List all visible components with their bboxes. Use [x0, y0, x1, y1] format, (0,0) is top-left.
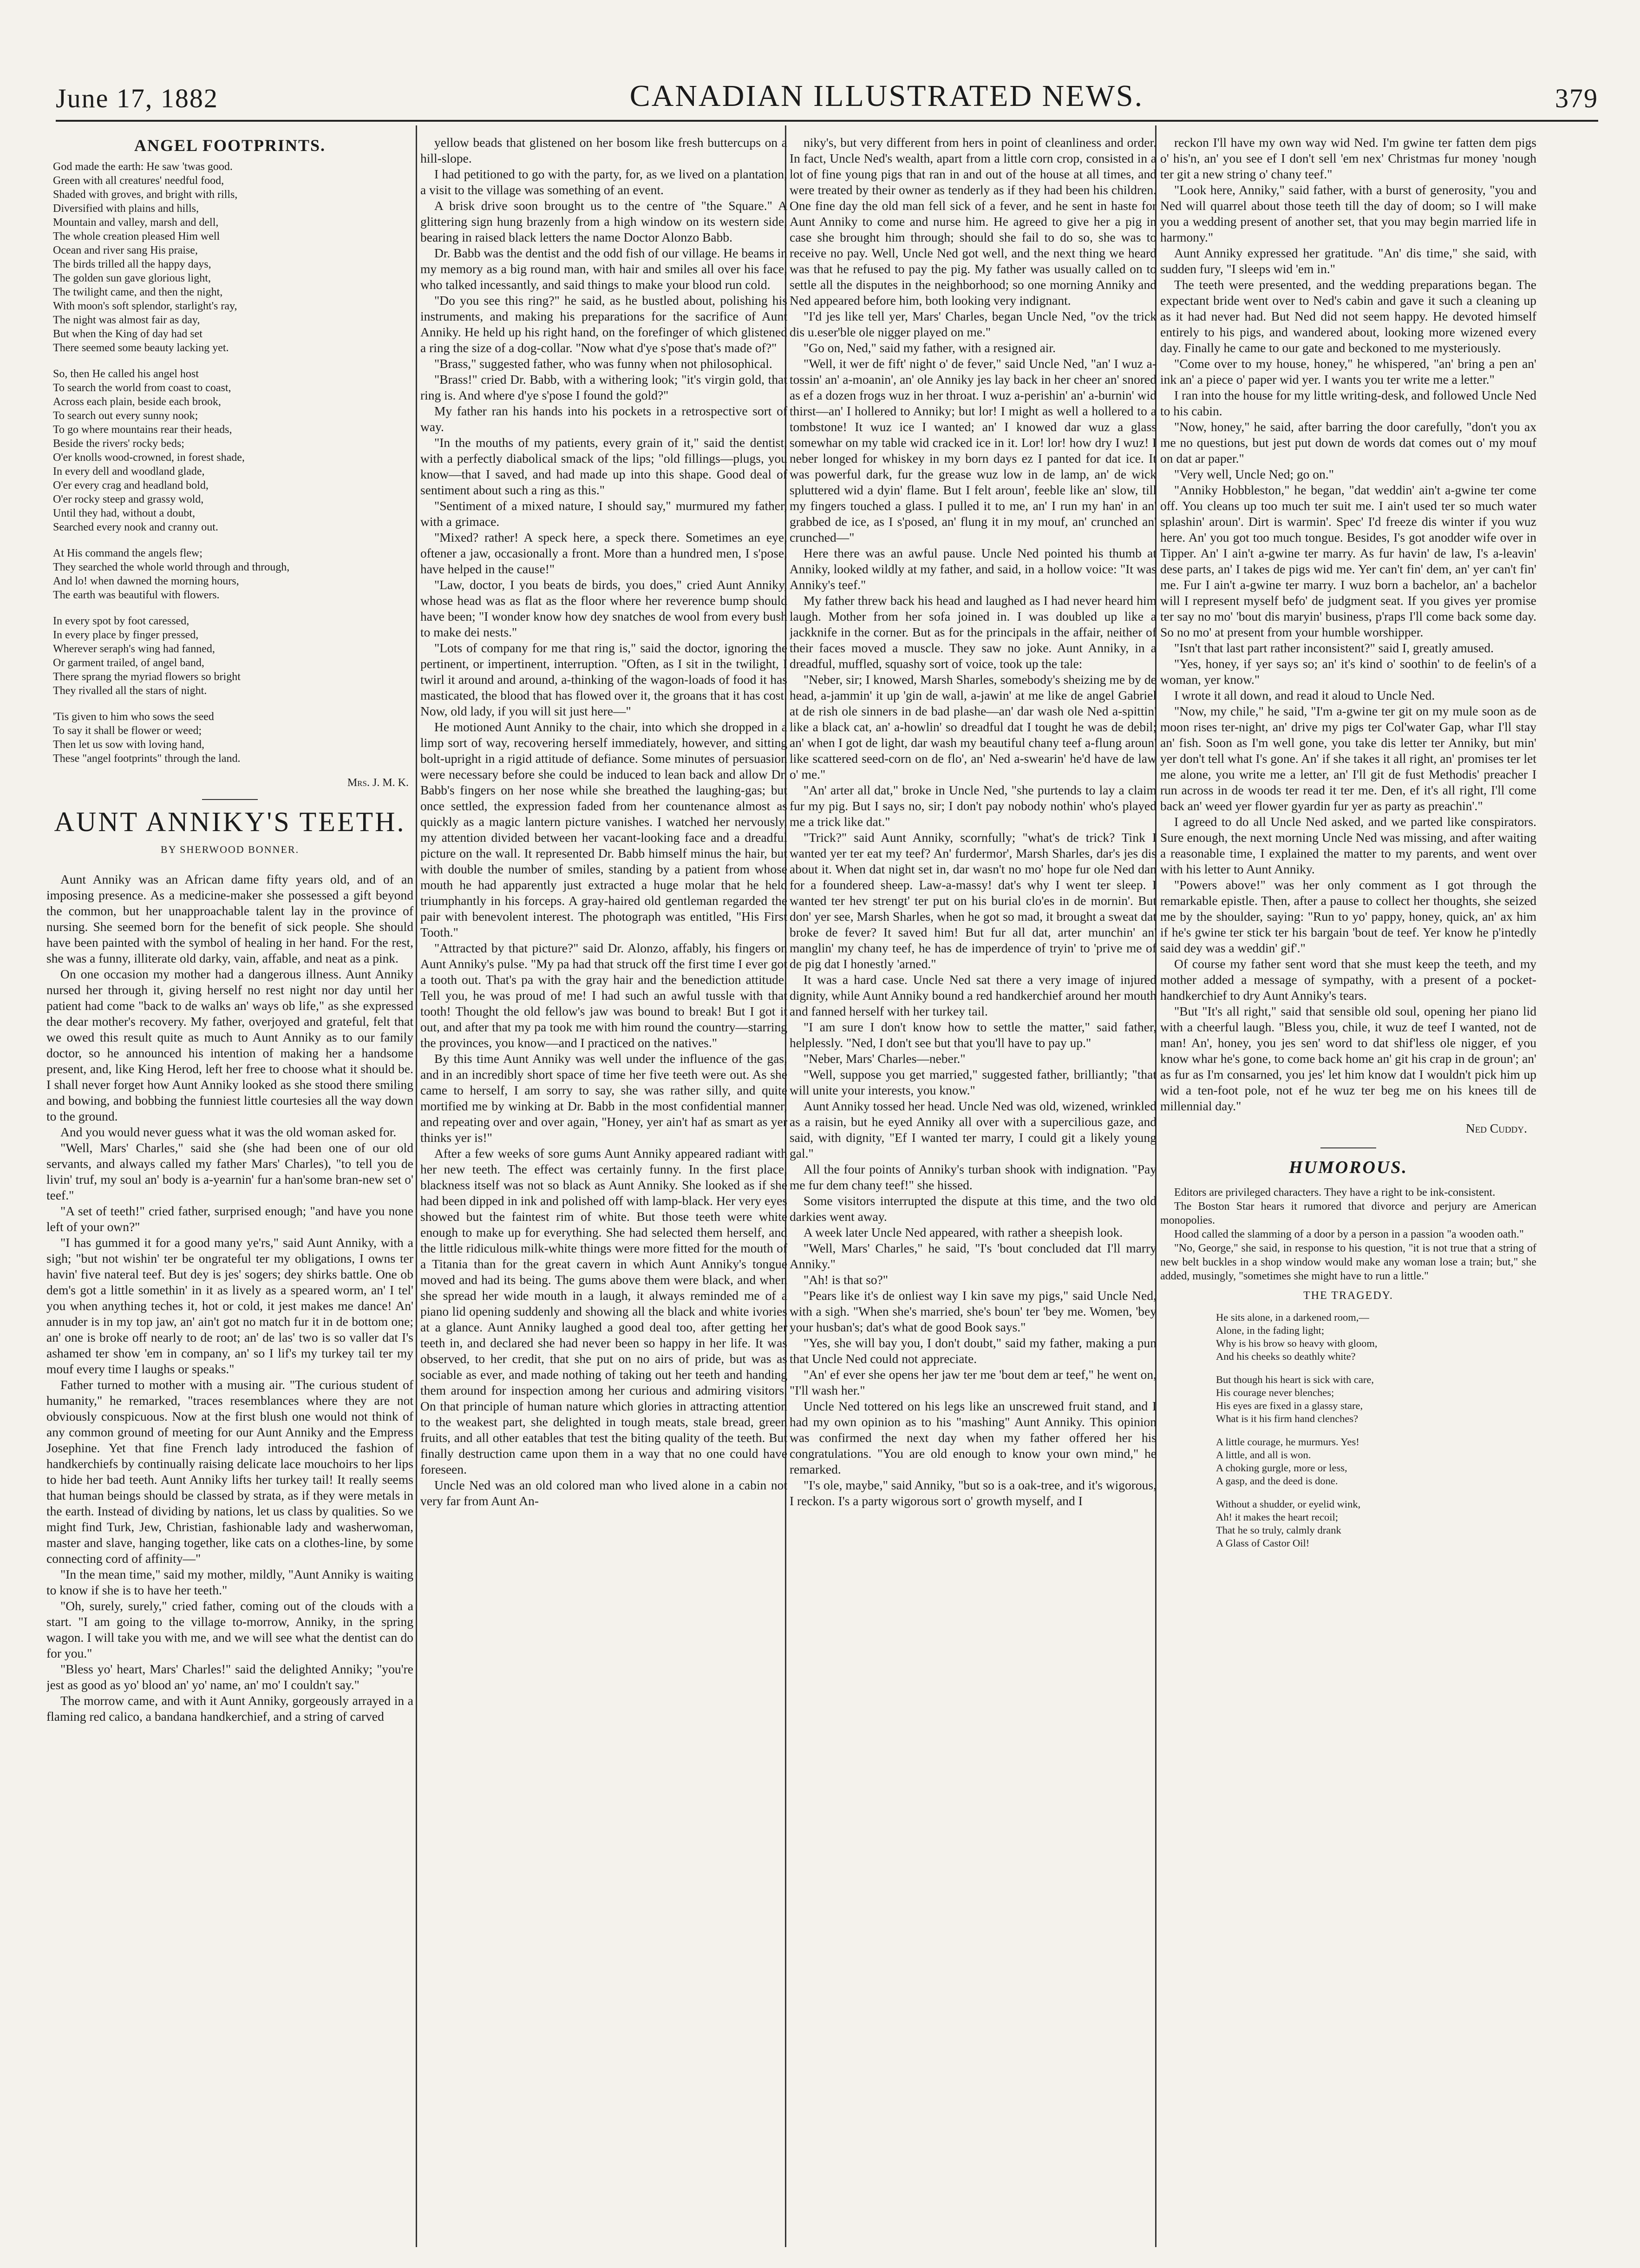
story-paragraph: "In the mouths of my patients, every grain of it," said the dentist, with a perfectly diabolical smack of the lips; "old fillings—plugs, you know—that I saved, and had made up into this shape. Good deal of sentiment about such a ring as this.": [420, 435, 787, 497]
story-paragraph: "I has gummed it for a good many ye'rs," said Aunt Anniky, with a sigh; "but not wishin' ter be ongrateful ter my obligations, I owns ter havin' five nateral teef. But dey is jes' sogers; dey shirks battle. One ob dem's got a little somethin' in it as lively as a speared worm, an' I tel' you when anything teches it, hot or cold, it jest makes me dance! An' annuder is in my top jaw, an' ain't got no match fur it in de bottom one; an' one is broke off nearly to de root; an' de las' two is so valler dat I's ashamed ter show 'em in company, an' so I lif's my turkey tail ter my mouf every time I laughs or speaks.": [46, 1235, 413, 1376]
humorous-item: Hood called the slamming of a door by a person in a passion "a wooden oath.": [1174, 1228, 1524, 1240]
story-paragraph: A brisk drive soon brought us to the centre of "the Square." A glittering sign hung brazenly from a high window on its western side, bearing in raised black letters the name Doctor Alonzo Babb.: [420, 198, 787, 244]
story-paragraph: "Trick?" said Aunt Anniky, scornfully; "what's de trick? Tink I wanted yer ter eat my teef? An' furdermor', Marsh Sharles, dar's jes dis about it. When dat night set in, dar wasn't no mo' hope fur ole Ned dan for a foundered sheep. Law-a-massy! dat's why I went ter sleep. I wanted ter hev strengt' ter put on his burial clo'es in de mornin'. But don' yer see, Marsh Sharles, when he got so mad, it brought a sweat dat broke de fever? It saved him! But fur all dat, arter munchin' an' manglin' my chany teef, he has de imperdence of tryin' to 'prive me of de pig dat I honestly 'arned.": [790, 830, 1156, 971]
poem-line: The earth was beautiful with flowers.: [53, 589, 220, 601]
story-paragraph: He motioned Aunt Anniky to the chair, into which she dropped in a limp sort of way, recovering herself immediately, however, and sitting bolt-upright in a rigid attitude of defiance. Some minutes of persuasion were necessary before she could be induced to lean back and allow Dr. Babb's fingers on her nose while she breathed the laughing-gas; but once settled, the expression faded from her countenance almost as quickly as a magic lantern picture vanishes. I watched her nervously, my attention divided between her vacant-looking face and a dreadful picture on the wall. It represented Dr. Babb himself minus the hair, but with double the number of smiles, standing by a patient from whose mouth he had apparently just extracted a huge molar that he held triumphantly in his forceps. A gray-haired old gentleman regarded the pair with benevolent interest. The photograph was entitled, "His First Tooth.": [420, 720, 787, 939]
issue-date: June 17, 1882: [56, 83, 218, 113]
story-paragraph: Aunt Anniky tossed her head. Uncle Ned was old, wizened, wrinkled as a raisin, but he eyed Anniky all over with a supercilious gaze, and said, with dignity, "Ef I wanted ter marry, I could git a likely young gal.": [790, 1099, 1156, 1160]
story-paragraph: "Bless yo' heart, Mars' Charles!" said the delighted Anniky; "you're jest as good as yo' blood an' yo' name, an' mo' I couldn't say.": [46, 1662, 413, 1692]
poem-line: But though his heart is sick with care,: [1216, 1374, 1374, 1385]
poem-line: A Glass of Castor Oil!: [1216, 1537, 1310, 1549]
story-paragraph: After a few weeks of sore gums Aunt Anniky appeared radiant with her new teeth. The effect was certainly funny. In the first place, blackness itself was not so black as Aunt Anniky. She looked as if she had been dipped in ink and polished off with lamp-black. Her very eyes showed but the faintest rim of white. But those teeth were white enough to make up for everything. She had selected them herself, and the little ridiculous milk-white things were more fitted for the mouth of a Titania than for the great cavern in which Aunt Anniky's tongue moved and had its being. The gums above them were black, and when she spread her wide mouth in a laugh, it always reminded me of a piano lid opening suddenly and showing all the black and white ivories at a glance. Aunt Anniky laughed a good deal too, after getting her teeth in, and declared she had never been so happy in her life. It was observed, to her credit, that she put on no airs of pride, but was as sociable as ever, and made nothing of taking out her teeth and handing them around for inspection among her curious and admiring visitors. On that principle of human nature which glories in attracting attention to the weakest part, she delighted in tough meats, stale bread, green fruits, and all other eatables that test the biting quality of the teeth. But finally destruction came upon them in a way that no one could have foreseen.: [420, 1146, 787, 1476]
story-paragraph: "Attracted by that picture?" said Dr. Alonzo, affably, his fingers on Aunt Anniky's pulse. "My pa had that struck off the first time I ever got a tooth out. That's pa with the gray hair and the benediction attitude. Tell you, he was proud of me! I had such an awful tussle with that tooth! Thought the old fellow's jaw was bound to break! But I got it out, and after that my pa took me with him round the country—starring the provinces, you know—and I practiced on the natives.": [420, 941, 787, 1050]
story-paragraph: "Look here, Anniky," said father, with a burst of generosity, "you and Ned will quarrel about those teeth till the day of doom; so I will make you a wedding present of another set, that you may begin married life in harmony.": [1160, 183, 1536, 244]
divider: [202, 799, 258, 800]
story-paragraph: "Isn't that last part rather inconsistent?" said I, greatly amused.: [1174, 641, 1494, 655]
poem-line: O'er every crag and headland bold,: [53, 479, 209, 492]
story-paragraph: "Anniky Hobbleston," he began, "dat weddin' ain't a-gwine ter come off. You cleans up too much ter suit me. I ain't used ter so much water splashin' aroun'. Dirt is warmin'. Spec' I'd freeze dis winter if you wuz here. An' you got too much tongue. Besides, I's got anodder wife over in Tipper. An' I ain't a-gwine ter marry. As fur havin' de law, I's a-leavin' dese parts, an' I takes de pigs wid me. Yer can't fin' dem, an' yer can't fin' me. Fur I ain't a-gwine ter marry. I wuz born a bachelor, an' a bachelor will I represent myself befo' de judgment seat. If you gives yer promise ter say no mo' 'bout dis maryin' business, p'raps I'll come back some day. So no mo' at present from your humble worshipper.: [1160, 483, 1536, 639]
story-paragraph: I ran into the house for my little writing-desk, and followed Uncle Ned to his cabin.: [1160, 388, 1536, 418]
poem-line: Across each plain, beside each brook,: [53, 396, 221, 408]
poem-line: Mountain and valley, marsh and dell,: [53, 216, 219, 229]
story-text-part-3: [790, 135, 1156, 1509]
poem-line: With moon's soft splendor, starlight's ray,: [53, 300, 237, 312]
story-paragraph: "I's ole, maybe," said Anniky, "but so is a oak-tree, and it's wigorous, I reckon. I's a party wigorous sort o' growth myself, and I: [790, 1478, 1156, 1508]
story-paragraph: "Pears like it's de onliest way I kin save my pigs," said Uncle Ned, with a sigh. "When she's married, she's boun' ter 'bey me. Women, 'bey your husban's; dat's what de good Book says.": [790, 1288, 1156, 1334]
story-paragraph: "In the mean time," said my mother, mildly, "Aunt Anniky is waiting to know if she is to have her teeth.": [46, 1567, 413, 1597]
poem-stanza: [1216, 1498, 1536, 1550]
story-byline: BY SHERWOOD BONNER.: [160, 844, 300, 855]
page-header: [56, 72, 1598, 114]
poem-line: Searched every nook and cranny out.: [53, 521, 218, 533]
story-paragraph: "But "It's all right," said that sensible old soul, opening her piano lid with a cheerful laugh. "Bless you, chile, it wuz de teef I wanted, not de man! An', honey, you jes sen' word to dat shif'less ole nigger, ef you know whar he's gone, to come back home an' git his crap in de groun'; an' as fur as I'm consarned, you jes' let him know dat I wouldn't pick him up wid a ten-foot pole, not ef he wuz ter beg me on his knees till de millennial day.": [1160, 1004, 1536, 1113]
poem-line: Wherever seraph's wing had fanned,: [53, 643, 215, 655]
poem-line: Then let us sow with loving hand,: [53, 739, 204, 751]
poem-line: To say it shall be flower or weed;: [53, 725, 202, 737]
story-paragraph: "Oh, surely, surely," cried father, coming out of the clouds with a start. "I am going to the village to-morrow, Anniky, in the spring wagon. I will take you with me, and we will see what the dentist can do for you.": [46, 1599, 413, 1660]
poem-line: But when the King of day had set: [53, 328, 203, 340]
story-paragraph: "I'd jes like tell yer, Mars' Charles, began Uncle Ned, "ov the trick dis u.eser'ble ole nigger played on me.": [790, 309, 1156, 339]
poem-line: Shaded with groves, and bright with rills,: [53, 189, 238, 201]
story-paragraph: "An' arter all dat," broke in Uncle Ned, "she purtends to lay a claim fur my pig. But I says no, sir; I don't pay nobody nothin' who's played me a trick like dat.": [790, 783, 1156, 829]
poem-signature: Mrs. J. M. K.: [347, 777, 409, 789]
poem-line: Ah! it makes the heart recoil;: [1216, 1511, 1339, 1523]
story-paragraph: Aunt Anniky was an African dame fifty years old, and of an imposing presence. As a medicine-maker she possessed a gift beyond the common, but her unapproachable talent lay in the province of nursing. She seemed born for the benefit of sick people. She should have been painted with the symbol of healing in her hand. For the rest, she was a funny, illiterate old darky, vain, affable, and neat as a pink.: [46, 872, 413, 965]
poem-line: In every place by finger pressed,: [53, 629, 199, 641]
story-paragraph: "Well, suppose you get married," suggested father, brilliantly; "that will unite your interests, you know.": [790, 1067, 1156, 1097]
story-paragraph: It was a hard case. Uncle Ned sat there a very image of injured dignity, while Aunt Anniky bound a red handkerchief around her mouth and fanned herself with her turkey tail.: [790, 972, 1156, 1018]
story-paragraph: I wrote it all down, and read it aloud to Uncle Ned.: [1174, 688, 1435, 702]
humorous-items: [1160, 1186, 1536, 1283]
poem-line: To search out every sunny nook;: [53, 410, 198, 422]
story-paragraph: niky's, but very different from hers in point of cleanliness and order. In fact, Uncle Ned's wealth, apart from a little corn crop, consisted in a lot of fine young pigs that ran in and out of the house at all times, and were treated by their owner as tenderly as if they had been his children. One fine day the old man fell sick of a fever, and he sent in haste for Aunt Anniky to come and nurse him. He agreed to give her a pig in case she brought him through; should she fail to do so, she was to receive no pay. Well, Uncle Ned got well, and the next thing we heard was that he refused to pay the pig. My father was usually called on to settle all the disputes in the neighborhood; so one morning Anniky and Ned appeared before him, both looking very indignant.: [790, 135, 1156, 308]
poem-line: The night was almost fair as day,: [53, 314, 200, 326]
poem-title: ANGEL FOOTPRINTS.: [134, 136, 326, 155]
story-paragraph: "Powers above!" was her only comment as I got through the remarkable epistle. Then, after a pause to collect her thoughts, she seized me by the shoulder, saying: "Run to yo' pappy, honey, quick, an' ax him if he's gwine ter stick ter his bargain 'bout de teef. Yer know he p'intedly said dey was a weddin' gif'.": [1160, 878, 1536, 955]
story-text-part-2: [420, 135, 787, 1509]
story-text-part-1: [46, 872, 413, 1724]
story-paragraph: A week later Uncle Ned appeared, with rather a sheepish look.: [804, 1225, 1123, 1239]
poem-line: That he so truly, calmly drank: [1216, 1524, 1341, 1536]
story-paragraph: By this time Aunt Anniky was well under the influence of the gas, and in an incredibly short space of time her five teeth were out. As she came to herself, I am sorry to say, she was rather silly, and quite mortified me by winking at Dr. Babb in the most confidential manner, and repeating over and over again, "Honey, yer ain't haf as smart as yer thinks yer is!": [420, 1051, 787, 1145]
poem-line: Or garment trailed, of angel band,: [53, 657, 204, 669]
story-paragraph: I agreed to do all Uncle Ned asked, and we parted like conspirators. Sure enough, the next morning Uncle Ned was missing, and after waiting a reasonable time, I explained the matter to my parents, and went over with his letter to Aunt Anniky.: [1160, 814, 1536, 876]
column-2: [420, 135, 787, 2244]
story-paragraph: "Law, doctor, I you beats de birds, you does," cried Aunt Anniky, whose head was as flat as the floor where her reverence bump should have been; "I wonder know how dey snatches de wool from every bush to make dei nests.": [420, 577, 787, 639]
poem-stanza: [1216, 1436, 1536, 1488]
poem-stanza: [1216, 1373, 1536, 1425]
story-paragraph: "Sentiment of a mixed nature, I should say," murmured my father, with a grimace.: [420, 498, 787, 529]
poem-line: In every spot by foot caressed,: [53, 615, 189, 627]
story-paragraph: "Now, honey," he said, after barring the door carefully, "don't you ax me no questions, but jest put down de words dat comes out o' my mouf on dat ar paper.": [1160, 420, 1536, 465]
story-paragraph: "Neber, Mars' Charles—neber.": [804, 1051, 966, 1066]
poem-line: Beside the rivers' rocky beds;: [53, 438, 184, 450]
letter-signature: Ned Cuddy.: [1465, 1121, 1527, 1135]
story-paragraph: "A set of teeth!" cried father, surprised enough; "and have you none left of your own?": [46, 1204, 413, 1234]
poem-line: A choking gurgle, more or less,: [1216, 1462, 1347, 1474]
story-paragraph: "Well, Mars' Charles," said she (she had been one of our old servants, and always called my father Mars' Charles), "to tell you de livin' truf, my soul an' body is a-yearnin' fur a han'some bran-new set o' teef.": [46, 1141, 413, 1202]
story-paragraph: "Do you see this ring?" he said, as he bustled about, polishing his instruments, and making his preparations for the sacrifice of Aunt Anniky. He held up his right hand, on the forefinger of which glistened a ring the size of a dog-collar. "Now what d'ye s'pose that's made of?": [420, 293, 787, 355]
poem-stanza: [53, 546, 413, 602]
column-4: [1160, 135, 1536, 2244]
poem-line: Diversified with plains and hills,: [53, 203, 199, 215]
poem-body: [46, 160, 413, 766]
poem-line: The whole creation pleased Him well: [53, 230, 220, 243]
story-paragraph: Aunt Anniky expressed her gratitude. "An' dis time," she said, with sudden fury, "I sleeps wid 'em in.": [1160, 246, 1536, 276]
poem-line: And lo! when dawned the morning hours,: [53, 575, 239, 587]
story-paragraph: "I am sure I don't know how to settle the matter," said father, helplessly. "Ned, I don't see but that you'll have to pay up.": [790, 1020, 1156, 1050]
story-paragraph: "Mixed? rather! A speck here, a speck there. Sometimes an eye, oftener a jaw, occasionally a front. More than a hundred men, I s'pose, have helped in the cause!": [420, 530, 787, 576]
humorous-item: "No, George," she said, in response to his question, "it is not true that a string of new belt buckles in a shop window would make any woman lose a train; but," she added, musingly, "sometimes she might have to run a little.": [1160, 1242, 1536, 1282]
story-paragraph: "Go on, Ned," said my father, with a resigned air.: [804, 341, 1056, 355]
story-paragraph: My father threw back his head and laughed as I had never heard him laugh. Mother from her sofa joined in. I was doubled up like a jackknife in the corner. But as for the principals in the affair, neither of their faces moved a muscle. They saw no joke. Aunt Anniky, in a dreadful, muffled, squashy sort of voice, took up the tale:: [790, 593, 1156, 671]
story-paragraph: "Ah! is that so?": [804, 1272, 889, 1287]
poem-line: His eyes are fixed in a glassy stare,: [1216, 1400, 1363, 1411]
story-paragraph: Uncle Ned tottered on his legs like an unscrewed fruit stand, and I had my own opinion as to his "mashing" Aunt Anniky. This opinion was confirmed the next day when my father offered her his congratulations. "You are old enough to know your own mind," he remarked.: [790, 1399, 1156, 1476]
story-paragraph: "Well, Mars' Charles," he said, "I's 'bout concluded dat I'll marry Anniky.": [790, 1241, 1156, 1271]
poem-line: Until they had, without a doubt,: [53, 507, 195, 519]
poem-line: There sprang the myriad flowers so bright: [53, 671, 241, 683]
story-paragraph: "Brass!" cried Dr. Babb, with a withering look; "it's virgin gold, that ring is. And where d'ye s'pose I found the gold?": [420, 372, 787, 402]
story-text-part-4: [1160, 135, 1536, 1114]
story-paragraph: Dr. Babb was the dentist and the odd fish of our village. He beams in my memory as a big round man, with hair and smiles all over his face, who talked incessantly, and said things to make your blood run cold.: [420, 246, 787, 292]
poem-line: The birds trilled all the happy days,: [53, 258, 211, 270]
story-paragraph: "Brass," suggested father, who was funny when not philosophical.: [434, 356, 772, 371]
poem-line: Alone, in the fading light;: [1216, 1324, 1325, 1336]
story-paragraph: "Lots of company for me that ring is," said the doctor, ignoring the pertinent, or impertinent, interruption. "Often, as I sit in the twilight, I twirl it around and around, a-thinking of the wagon-loads of food it has masticated, the blood that has flowed over it, the groans that it has cost. Now, old lady, if you will sit just here—": [420, 641, 787, 718]
humorous-title: HUMOROUS.: [1288, 1158, 1408, 1177]
poem-line: These "angel footprints" through the land.: [53, 753, 241, 765]
story-paragraph: I had petitioned to go with the party, for, as we lived on a plantation, a visit to the village was something of an event.: [420, 167, 787, 197]
poem-line: So, then He called his angel host: [53, 368, 199, 380]
story-paragraph: Of course my father sent word that she must keep the teeth, and my mother added a message of sympathy, with a present of a pocket-handkerchief to dry Aunt Anniky's tears.: [1160, 957, 1536, 1003]
poem-line: 'Tis given to him who sows the seed: [53, 711, 214, 723]
poem-line: O'er knolls wood-crowned, in forest shade,: [53, 452, 245, 464]
poem-line: What is it his firm hand clenches?: [1216, 1413, 1359, 1424]
story-paragraph: "An' ef ever she opens her jaw ter me 'bout dem ar teef," he went on, "I'll wash her.": [790, 1367, 1156, 1397]
story-title: AUNT ANNIKY'S TEETH.: [54, 806, 406, 837]
story-paragraph: The morrow came, and with it Aunt Anniky, gorgeously arrayed in a flaming red calico, a bandana handkerchief, and a string of carved: [46, 1693, 413, 1724]
poem-line: They rivalled all the stars of night.: [53, 685, 207, 697]
poem-line: To search the world from coast to coast,: [53, 382, 231, 394]
poem-stanza: [1216, 1311, 1536, 1363]
story-paragraph: My father ran his hands into his pockets in a retrospective sort of way.: [420, 404, 787, 434]
story-paragraph: "Now, my chile," he said, "I'm a-gwine ter git on my mule soon as de moon rises ter-night, an' drive my pigs ter Col'water Gap, whar I'll stay an' fish. Soon as I'm well gone, you take dis letter ter Anniky, but min' yer don't tell what I's gone. An' if she takes it all right, an' promises ter let me alone, you write me a letter, an' I'll git de fust Methodis' preacher I run across in de woods ter read it ter me. Den, ef it's all right, I'll come back an' weed yer flower gyardin fur yer as party as preachin'.": [1160, 704, 1536, 813]
story-paragraph: "Yes, honey, if yer says so; an' it's kind o' soothin' to de feelin's of a woman, yer know.": [1160, 656, 1536, 687]
poem-line: To go where mountains rear their heads,: [53, 424, 232, 436]
poem-stanza: [53, 614, 413, 698]
story-paragraph: Some visitors interrupted the dispute at this time, and the two old darkies went away.: [790, 1193, 1156, 1224]
story-paragraph: On one occasion my mother had a dangerous illness. Aunt Anniky nursed her through it, giving herself no rest night nor day until her patient had come "back to de walks an' ways ob life," as she expressed the dear mother's recovery. My father, overjoyed and grateful, felt that we owed this result quite as much to Aunt Anniky as to our family doctor, so he announced his intention of making her a handsome present, and, like King Herod, left her free to choose what it should be. I shall never forget how Aunt Anniky looked as she stood there smiling and bowing, and bobbing the funniest little courtesies all the way down to the ground.: [46, 967, 413, 1123]
poem-line: A little, and all is won.: [1216, 1449, 1311, 1461]
story-paragraph: "Well, it wer de fift' night o' de fever," said Uncle Ned, "an' I wuz a-tossin' an' a-moanin', an' ole Anniky jes lay back in her cheer an' snored as ef a dozen frogs wuz in her throat. I wuz a-perishin' an' a-burnin' wid thirst—an' I hollered to Anniky; but lor! I might as well a hollered to a tombstone! It wuz ice I wanted; an' I knowed dar wuz a glass somewhar on my table wid cracked ice in it. Lor! lor! how dry I wuz! I neber longed for whiskey in my born days ez I panted for dat ice. It was powerful dark, fur the grease wuz low in de lamp, an' de wick spluttered wid a dyin' flame. But I felt aroun', feeble like an' slow, till my fingers touched a glass. I pulled it to me, an' I run my han' in an' grabbed de ice, as I s'posed, an' flung it in my mouf, an' crunched an' crunched—": [790, 356, 1156, 544]
poem-line: The golden sun gave glorious light,: [53, 272, 211, 284]
story-paragraph: yellow beads that glistened on her bosom like fresh buttercups on a hill-slope.: [420, 135, 787, 165]
poem-line: A gasp, and the deed is done.: [1216, 1475, 1338, 1487]
divider: [1320, 1147, 1376, 1148]
poem-line: Without a shudder, or eyelid wink,: [1216, 1498, 1361, 1510]
column-divider: [416, 125, 417, 2247]
poem-line: His courage never blenches;: [1216, 1387, 1334, 1398]
humorous-item: Editors are privileged characters. They have a right to be ink-consistent.: [1174, 1186, 1496, 1199]
story-paragraph: "Very well, Uncle Ned; go on.": [1174, 467, 1334, 481]
story-paragraph: Uncle Ned was an old colored man who lived alone in a cabin not very far from Aunt An-: [420, 1478, 787, 1508]
story-paragraph: "Neber, sir; I knowed, Marsh Sharles, somebody's sheizing me by de head, a-jammin' it up 'gin de wall, a-jawin' at me like de angel Gabriel at de rish ole sinners in de bad plashe—an' dar wash ole Ned a-spittin' like a black cat, an' a-howlin' so dreadful dat I tought he was de debil; an' when I got de light, dar wash my beautiful chany teef a-flung aroun' like scattered seed-corn on de flo', an' Ned a-swearin' he'd have de law o' me.": [790, 672, 1156, 781]
poem-stanza: [53, 710, 413, 766]
poem-stanza: [53, 160, 413, 355]
page-number: 379: [1555, 83, 1598, 113]
poem-line: Why is his brow so heavy with gloom,: [1216, 1337, 1378, 1349]
story-paragraph: reckon I'll have my own way wid Ned. I'm gwine ter fatten dem pigs o' his'n, an' you see ef I don't sell 'em nex' Christmas fur money 'nough ter git a new string o' chany teef.": [1160, 135, 1536, 181]
poem-line: They searched the whole world through and through,: [53, 561, 290, 573]
column-3: [790, 135, 1156, 2244]
story-paragraph: Here there was an awful pause. Uncle Ned pointed his thumb at Anniky, looked wildly at my father, and said, in a hollow voice: "It was Anniky's teef.": [790, 546, 1156, 592]
poem-line: Ocean and river sang His praise,: [53, 244, 198, 256]
poem-line: God made the earth: He saw 'twas good.: [53, 161, 233, 173]
poem-line: A little courage, he murmurs. Yes!: [1216, 1436, 1359, 1448]
story-paragraph: "Yes, she will bay you, I don't doubt," said my father, making a pun that Uncle Ned could not appreciate.: [790, 1336, 1156, 1366]
poem-line: The twilight came, and then the night,: [53, 286, 223, 298]
humorous-item: The Boston Star hears it rumored that divorce and perjury are American monopolies.: [1160, 1200, 1536, 1226]
poem-line: And his cheeks so deathly white?: [1216, 1350, 1356, 1362]
poem-line: In every dell and woodland glade,: [53, 465, 205, 478]
story-paragraph: Father turned to mother with a musing air. "The curious student of humanity," he remarked, "traces resemblances where they are not obviously conspicuous. Now at the first blush one would not think of any common ground of meeting for our Aunt Anniky and the Empress Josephine. Yet that fine French lady introduced the fashion of handkerchiefs by continually raising delicate lace mouchoirs to her lips to hide her bad teeth. Aunt Anniky lifts her turkey tail! It really seems that human beings should be classed by strata, as if they were metals in the earth. Instead of dividing by nations, let us class by qualities. So we might find Turk, Jew, Christian, fashionable lady and washerwoman, master and slave, hanging together, like cats on a clothes-line, by some connecting cord of affinity—": [46, 1377, 413, 1566]
tragedy-title: THE TRAGEDY.: [1303, 1290, 1393, 1302]
poem-line: There seemed some beauty lacking yet.: [53, 342, 229, 354]
poem-line: Green with all creatures' needful food,: [53, 175, 224, 187]
story-paragraph: All the four points of Anniky's turban shook with indignation. "Pay me fur dem chany teef!" she hissed.: [790, 1162, 1156, 1192]
column-1: [46, 135, 413, 2244]
story-paragraph: And you would never guess what it was the old woman asked for.: [60, 1125, 397, 1139]
tragedy-poem: [1160, 1311, 1536, 1550]
poem-line: At His command the angels flew;: [53, 547, 203, 559]
poem-line: O'er rocky steep and grassy wold,: [53, 493, 204, 505]
story-paragraph: The teeth were presented, and the wedding preparations began. The expectant bride went over to Ned's cabin and gave it such a cleaning up as it had never had. But Ned did not seem happy. He devoted himself entirely to his pigs, and wandered about, looking more wizened every day. Finally he came to our gate and beckoned to me mysteriously.: [1160, 277, 1536, 355]
story-paragraph: "Come over to my house, honey," he whispered, "an' bring a pen an' ink an' a piece o' paper wid yer. I wants you ter write me a letter.": [1160, 356, 1536, 387]
newspaper-title: CANADIAN ILLUSTRATED NEWS.: [629, 79, 1144, 113]
poem-stanza: [53, 367, 413, 534]
poem-line: He sits alone, in a darkened room,—: [1216, 1311, 1369, 1323]
header-rule: [56, 120, 1598, 122]
